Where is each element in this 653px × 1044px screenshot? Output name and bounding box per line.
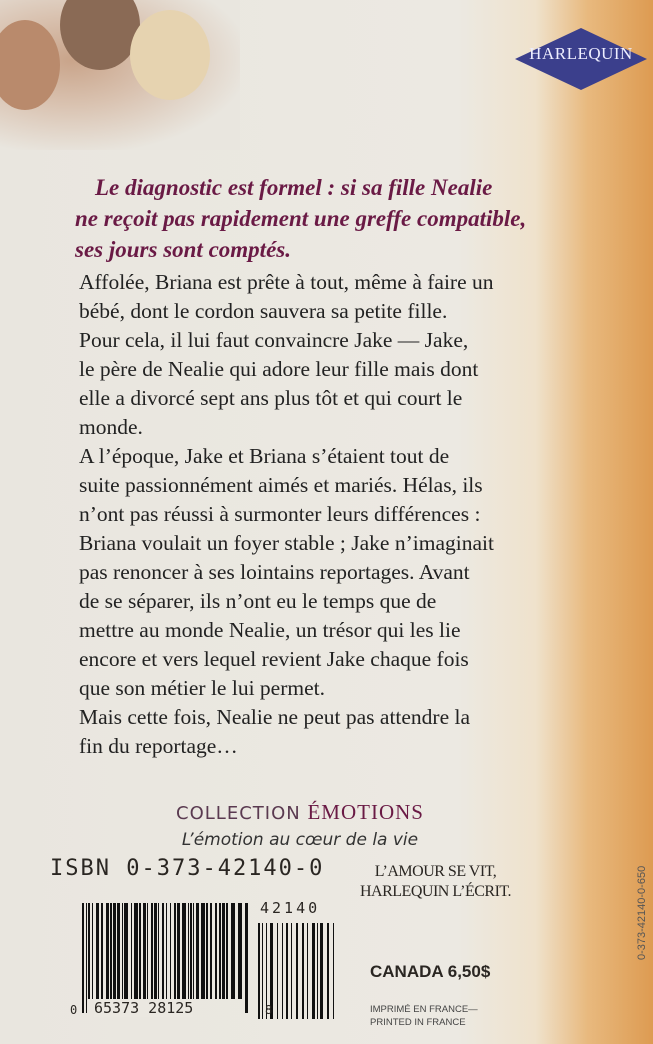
synopsis-line: bébé, dont le cordon sauvera sa petite fille. bbox=[79, 299, 448, 323]
barcode-bar bbox=[110, 903, 112, 999]
barcode-bar bbox=[122, 903, 123, 999]
barcode-bar bbox=[131, 903, 132, 999]
man-face bbox=[0, 20, 60, 110]
synopsis-line: suite passionnément aimés et mariés. Hélas, ils bbox=[79, 473, 483, 497]
collection-prefix: COLLECTION bbox=[176, 803, 308, 824]
synopsis-line: Affolée, Briana est prête à tout, même à faire un bbox=[79, 270, 494, 294]
synopsis-line: A l’époque, Jake et Briana s’étaient tout de bbox=[79, 444, 450, 468]
barcode-bar bbox=[147, 903, 148, 999]
barcode-bar bbox=[277, 923, 278, 1019]
price: CANADA 6,50$ bbox=[370, 962, 491, 981]
synopsis-line: de se séparer, ils n’ont eu le temps que de bbox=[79, 589, 437, 613]
barcode-digits: 65373 28125 bbox=[94, 999, 194, 1017]
synopsis-line: elle a divorcé sept ans plus tôt et qui court le bbox=[79, 386, 463, 410]
barcode-bar bbox=[262, 923, 263, 1019]
slogan-line: L’AMOUR SE VIT, bbox=[374, 863, 497, 880]
barcode-bar bbox=[82, 903, 84, 1013]
synopsis-line: que son métier le lui permet. bbox=[79, 676, 325, 700]
synopsis-line: pas renoncer à ses lointains reportages. Avant bbox=[79, 560, 470, 584]
printed-line: IMPRIMÉ EN FRANCE— bbox=[370, 1004, 478, 1015]
barcode-bar bbox=[117, 903, 120, 999]
synopsis-line: Mais cette fois, Nealie ne peut pas attendre la bbox=[79, 705, 471, 729]
barcode-bar bbox=[307, 923, 308, 1019]
barcode-bar bbox=[96, 903, 99, 999]
barcode-bar bbox=[177, 903, 180, 999]
barcode-bar bbox=[312, 923, 315, 1019]
barcode-bar bbox=[282, 923, 283, 1019]
barcode-bar bbox=[320, 923, 323, 1019]
synopsis-line: Briana voulait un foyer stable ; Jake n’imaginait bbox=[79, 531, 494, 555]
barcode-bar bbox=[124, 903, 128, 999]
synopsis-line: mettre au monde Nealie, un trésor qui les lie bbox=[79, 618, 461, 642]
synopsis-line: fin du reportage… bbox=[79, 734, 238, 758]
barcode-bar bbox=[245, 903, 248, 1013]
barcode-bar bbox=[327, 923, 329, 1019]
barcode-bar bbox=[286, 923, 288, 1019]
tagline bbox=[75, 172, 527, 265]
barcode-bar bbox=[291, 923, 292, 1019]
barcode-bar bbox=[206, 903, 208, 999]
barcode-bar bbox=[166, 903, 167, 999]
barcode-bar bbox=[154, 903, 157, 999]
barcode-bar bbox=[143, 903, 146, 999]
collection-subtitle: L’émotion au cœur de la vie bbox=[181, 830, 419, 850]
collection-name: ÉMOTIONS bbox=[307, 800, 424, 824]
barcode-bar bbox=[86, 903, 87, 1013]
synopsis-line: le père de Nealie qui adore leur fille mais dont bbox=[79, 357, 479, 381]
child-hair bbox=[130, 10, 210, 100]
barcode-bar bbox=[215, 903, 217, 999]
barcode-bar bbox=[113, 903, 116, 999]
synopsis bbox=[79, 268, 494, 761]
barcode-bar bbox=[190, 903, 192, 999]
barcode-bar bbox=[210, 903, 212, 999]
barcode-bar bbox=[201, 903, 205, 999]
barcode-bar bbox=[193, 903, 194, 999]
synopsis-line: monde. bbox=[79, 415, 143, 439]
barcode-bar bbox=[238, 903, 242, 999]
barcode-digit-left: 0 bbox=[70, 1003, 78, 1017]
barcode-bar bbox=[139, 903, 141, 999]
slogan-line: HARLEQUIN L’ÉCRIT. bbox=[360, 883, 511, 900]
barcode-bar bbox=[188, 903, 189, 999]
barcode-bar bbox=[162, 903, 164, 999]
barcode-bar bbox=[302, 923, 304, 1019]
woman-hair bbox=[60, 0, 140, 70]
barcode-bar bbox=[88, 903, 90, 999]
printed-in bbox=[370, 1003, 478, 1029]
barcode-bar bbox=[182, 903, 186, 999]
synopsis-line: encore et vers lequel revient Jake chaque fois bbox=[79, 647, 469, 671]
barcode-bar bbox=[151, 903, 153, 999]
barcode-bar bbox=[333, 923, 334, 1019]
barcode-bar bbox=[222, 903, 225, 999]
printed-line: PRINTED IN FRANCE bbox=[370, 1017, 466, 1028]
barcode-bar bbox=[226, 903, 228, 999]
barcode-bar bbox=[317, 923, 318, 1019]
barcode-addon: 42140 bbox=[260, 899, 321, 917]
barcode-bar bbox=[134, 903, 138, 999]
barcode-bar bbox=[296, 923, 298, 1019]
cover-photo bbox=[0, 0, 240, 150]
tagline-line: Le diagnostic est formel : si sa fille Nealie bbox=[95, 175, 493, 200]
barcode-digit-right: 8 bbox=[265, 1003, 273, 1017]
barcode-bar bbox=[106, 903, 109, 999]
spine-code: 0-373-42140-0-650 bbox=[636, 865, 648, 960]
barcode bbox=[70, 899, 340, 1023]
barcode-bar bbox=[258, 923, 260, 1019]
tagline-line: ne reçoit pas rapidement une greffe compatible, bbox=[75, 206, 527, 231]
synopsis-line: n’ont pas réussi à surmonter leurs différences : bbox=[79, 502, 481, 526]
barcode-bar bbox=[174, 903, 176, 999]
barcode-bar bbox=[101, 903, 103, 999]
barcode-bar bbox=[92, 903, 93, 999]
synopsis-line: Pour cela, il lui faut convaincre Jake — Jake, bbox=[79, 328, 469, 352]
barcode-bar bbox=[158, 903, 159, 999]
logo-text: HARLEQUIN bbox=[529, 44, 633, 63]
barcode-bar bbox=[231, 903, 235, 999]
collection-title bbox=[0, 800, 600, 825]
barcode-bar bbox=[196, 903, 199, 999]
barcode-bar bbox=[219, 903, 221, 999]
isbn: ISBN 0-373-42140-0 bbox=[50, 856, 325, 881]
barcode-bar bbox=[170, 903, 171, 999]
slogan bbox=[360, 862, 511, 902]
tagline-line: ses jours sont comptés. bbox=[75, 237, 291, 262]
